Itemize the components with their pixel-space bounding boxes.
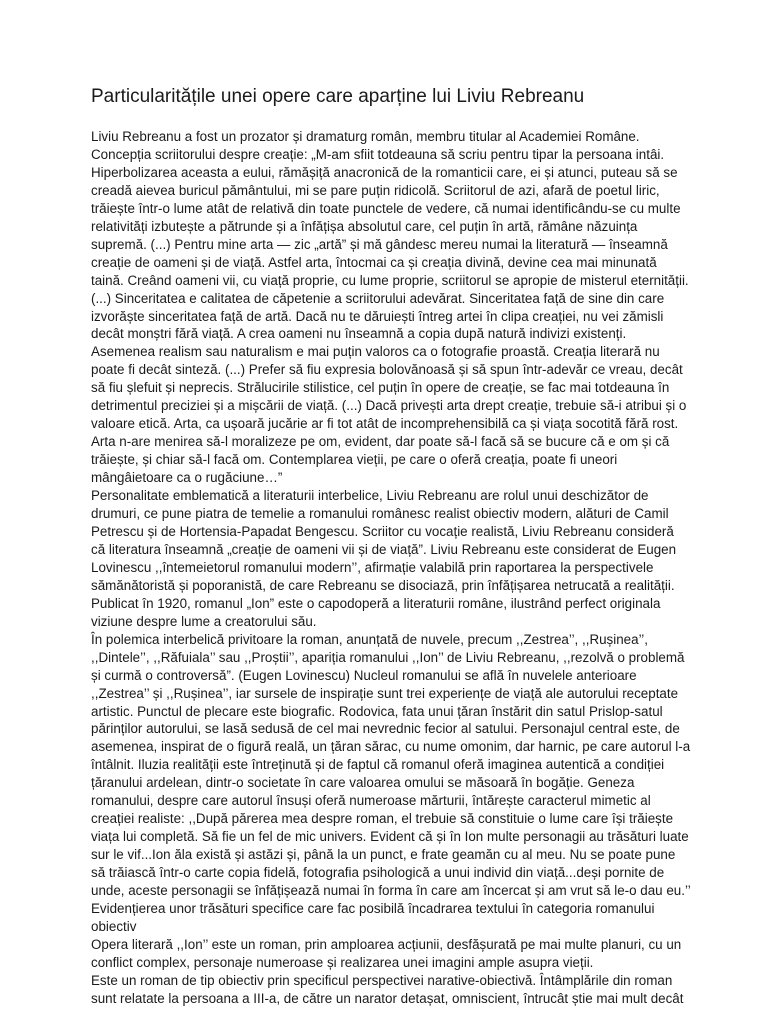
paragraph-personality: Personalitate emblematică a literaturii interbelice, Liviu Rebreanu are rolul unui deschizător de drumuri, ce pune piatra de temelie a romanului românesc realist obiectiv modern, alături de Camil Petrescu și de Hortensia-Papadat Bengescu. Scriitor cu vocație realistă, Liviu Rebreanu consideră că literatura înseamnă „creație de oameni vii și de viață”. Liviu Rebreanu este considerat de Eugen Lovinescu ,,întemeietorul romanului modern’’, afirmație valabilă prin raportarea la perspectivele sămănătoristă și poporanistă, de care Rebreanu se disociază, prin înfățișarea netrucată a realității. Publicat în 1920, romanul „Ion” este o capodoperă a literaturii române, ilustrând perfect originala viziune despre lume a creatorului său. <box>91 488 677 629</box>
document-page <box>91 84 691 1008</box>
paragraph-polemic: În polemica interbelică privitoare la roman, anunțată de nuvele, precum ,,Zestrea’’, ,,Rușinea’’, ,,Dintele’’, ,,Răfuiala’’ sau ,,Proștii’’, apariția romanului ,,Ion’’ de Liviu Rebreanu, ,,rezolvă o problemă și curmă o controversă”. (Eugen Lovinescu) Nucleul romanului se află în nuvelele anterioare ,,Zestrea’’ și ,,Rușinea’’, iar sursele de inspirație sunt trei experiențe de viață ale autorului receptate artistic. Punctul de plecare este biografic. Rodovica, fata unui țăran înstărit din satul Prislop-satul părinților autorului, se lasă sedusă de cel mai nevrednic fecior al satului. Personajul central este, de asemenea, inspirat de o figură reală, un țăran sărac, cu nume omonim, dar harnic, pe care autorul l-a întâlnit. Iluzia realității este întreținută și de faptul că romanul oferă imaginea autentică a condiției țăranului ardelean, dintr-o societate în care valoarea omului se măsoară în bogăție. Geneza romanului, despre care autorul însuși oferă numeroase mărturii, întărește caracterul mimetic al creației realiste: ,,După părerea mea despre roman, el trebuie să constituie o lume care își trăiește viața lui completă. Să fie un fel de mic univers. Evident că și în Ion multe personagii au trăsături luate sur le vif...Ion ăla există și astăzi și, până la un punct, e frate geamăn cu al meu. Nu se poate pune să trăiască într-o carte copia fidelă, fotografia psihologică a unui individ din viață...deși pornite de unde, aceste personagii se înfățișează numai în forma în care am încercat și am vrut să le-o dau eu.’’ <box>91 631 691 899</box>
paragraph-heading-traits: Evidențierea unor trăsături specifice care fac posibilă încadrarea textului în categoria romanului obiectiv <box>91 900 655 934</box>
document-title: Particularitățile unei opere care aparține lui Liviu Rebreanu <box>91 86 585 107</box>
paragraph-novel-scope: Opera literară ,,Ion’’ este un roman, prin amploarea acțiunii, desfășurată pe mai multe planuri, cu un conflict complex, personaje numeroase și realizarea unei imagini ample asupra vieții. <box>91 936 682 970</box>
paragraph-objective-perspective: Este un roman de tip obiectiv prin specificul perspectivei narative-obiectivă. Întâmplările din roman sunt relatate la persoana a III-a, de către un narator detașat, omniscient, întrucât știe mai mult decât <box>91 972 684 1006</box>
paragraph-intro-quote: Liviu Rebreanu a fost un prozator și dramaturg român, membru titular al Academiei Române. Concepția scriitorului despre creație: „M-am sfiit totdeauna să scriu pentru tipar la persoana intâi. Hiperbolizarea aceasta a eului, rămășiță anacronică de la romanticii care, ei și atunci, puteau să se creadă aievea buricul pământului, mi se pare puțin ridicolă. Scriitorul de azi, afară de poetul liric, trăiește într-o lume atât de relativă din toate punctele de vedere, că numai identificându-se cu multe relativități izbutește a pătrunde și a înfățișa absolutul care, cel puțin în artă, rămâne năzuința supremă. (...) Pentru mine arta — zic „artă” și mă gândesc mereu numai la literatură — înseamnă creație de oameni și de viață. Astfel arta, întocmai ca și creația divină, devine cea mai minunată taină. Creând oameni vii, cu viață proprie, cu lume proprie, scriitorul se apropie de misterul eternității. (...) Sinceritatea e calitatea de căpetenie a scriitorului adevărat. Sinceritatea față de sine din care izvorăște sinceritatea față de artă. Dacă nu te dăruiești întreg artei în clipa creației, nu vei zămisli decât monștri fără viață. A crea oameni nu înseamnă a copia după natură indivizi existenți. Asemenea realism sau naturalism e mai puțin valoros ca o fotografie proastă. Creația literară nu poate fi decât sinteză. (...) Prefer să fiu expresia bolovănoasă și să spun într-adevăr ce vreau, decât să fiu șlefuit și neprecis. Strălucirile stilistice, cel puțin în opere de creație, se fac mai totdeauna în detrimentul preciziei și a mișcării de viață. (...) Dacă privești arta drept creație, trebuie să-i atribui și o valoare etică. Arta, ca ușoară jucărie ar fi tot atât de incomprehensibilă ca și viața socotită fără rost. Arta n-are menirea să-l moralizeze pe om, evident, dar poate să-l facă să se bucure că e om și că trăiește, și chiar să-l facă om. Contemplarea vieții, pe care o oferă creația, poate fi uneori mângâietoare ca o rugăciune…” <box>91 129 689 486</box>
document-body <box>91 128 691 1008</box>
